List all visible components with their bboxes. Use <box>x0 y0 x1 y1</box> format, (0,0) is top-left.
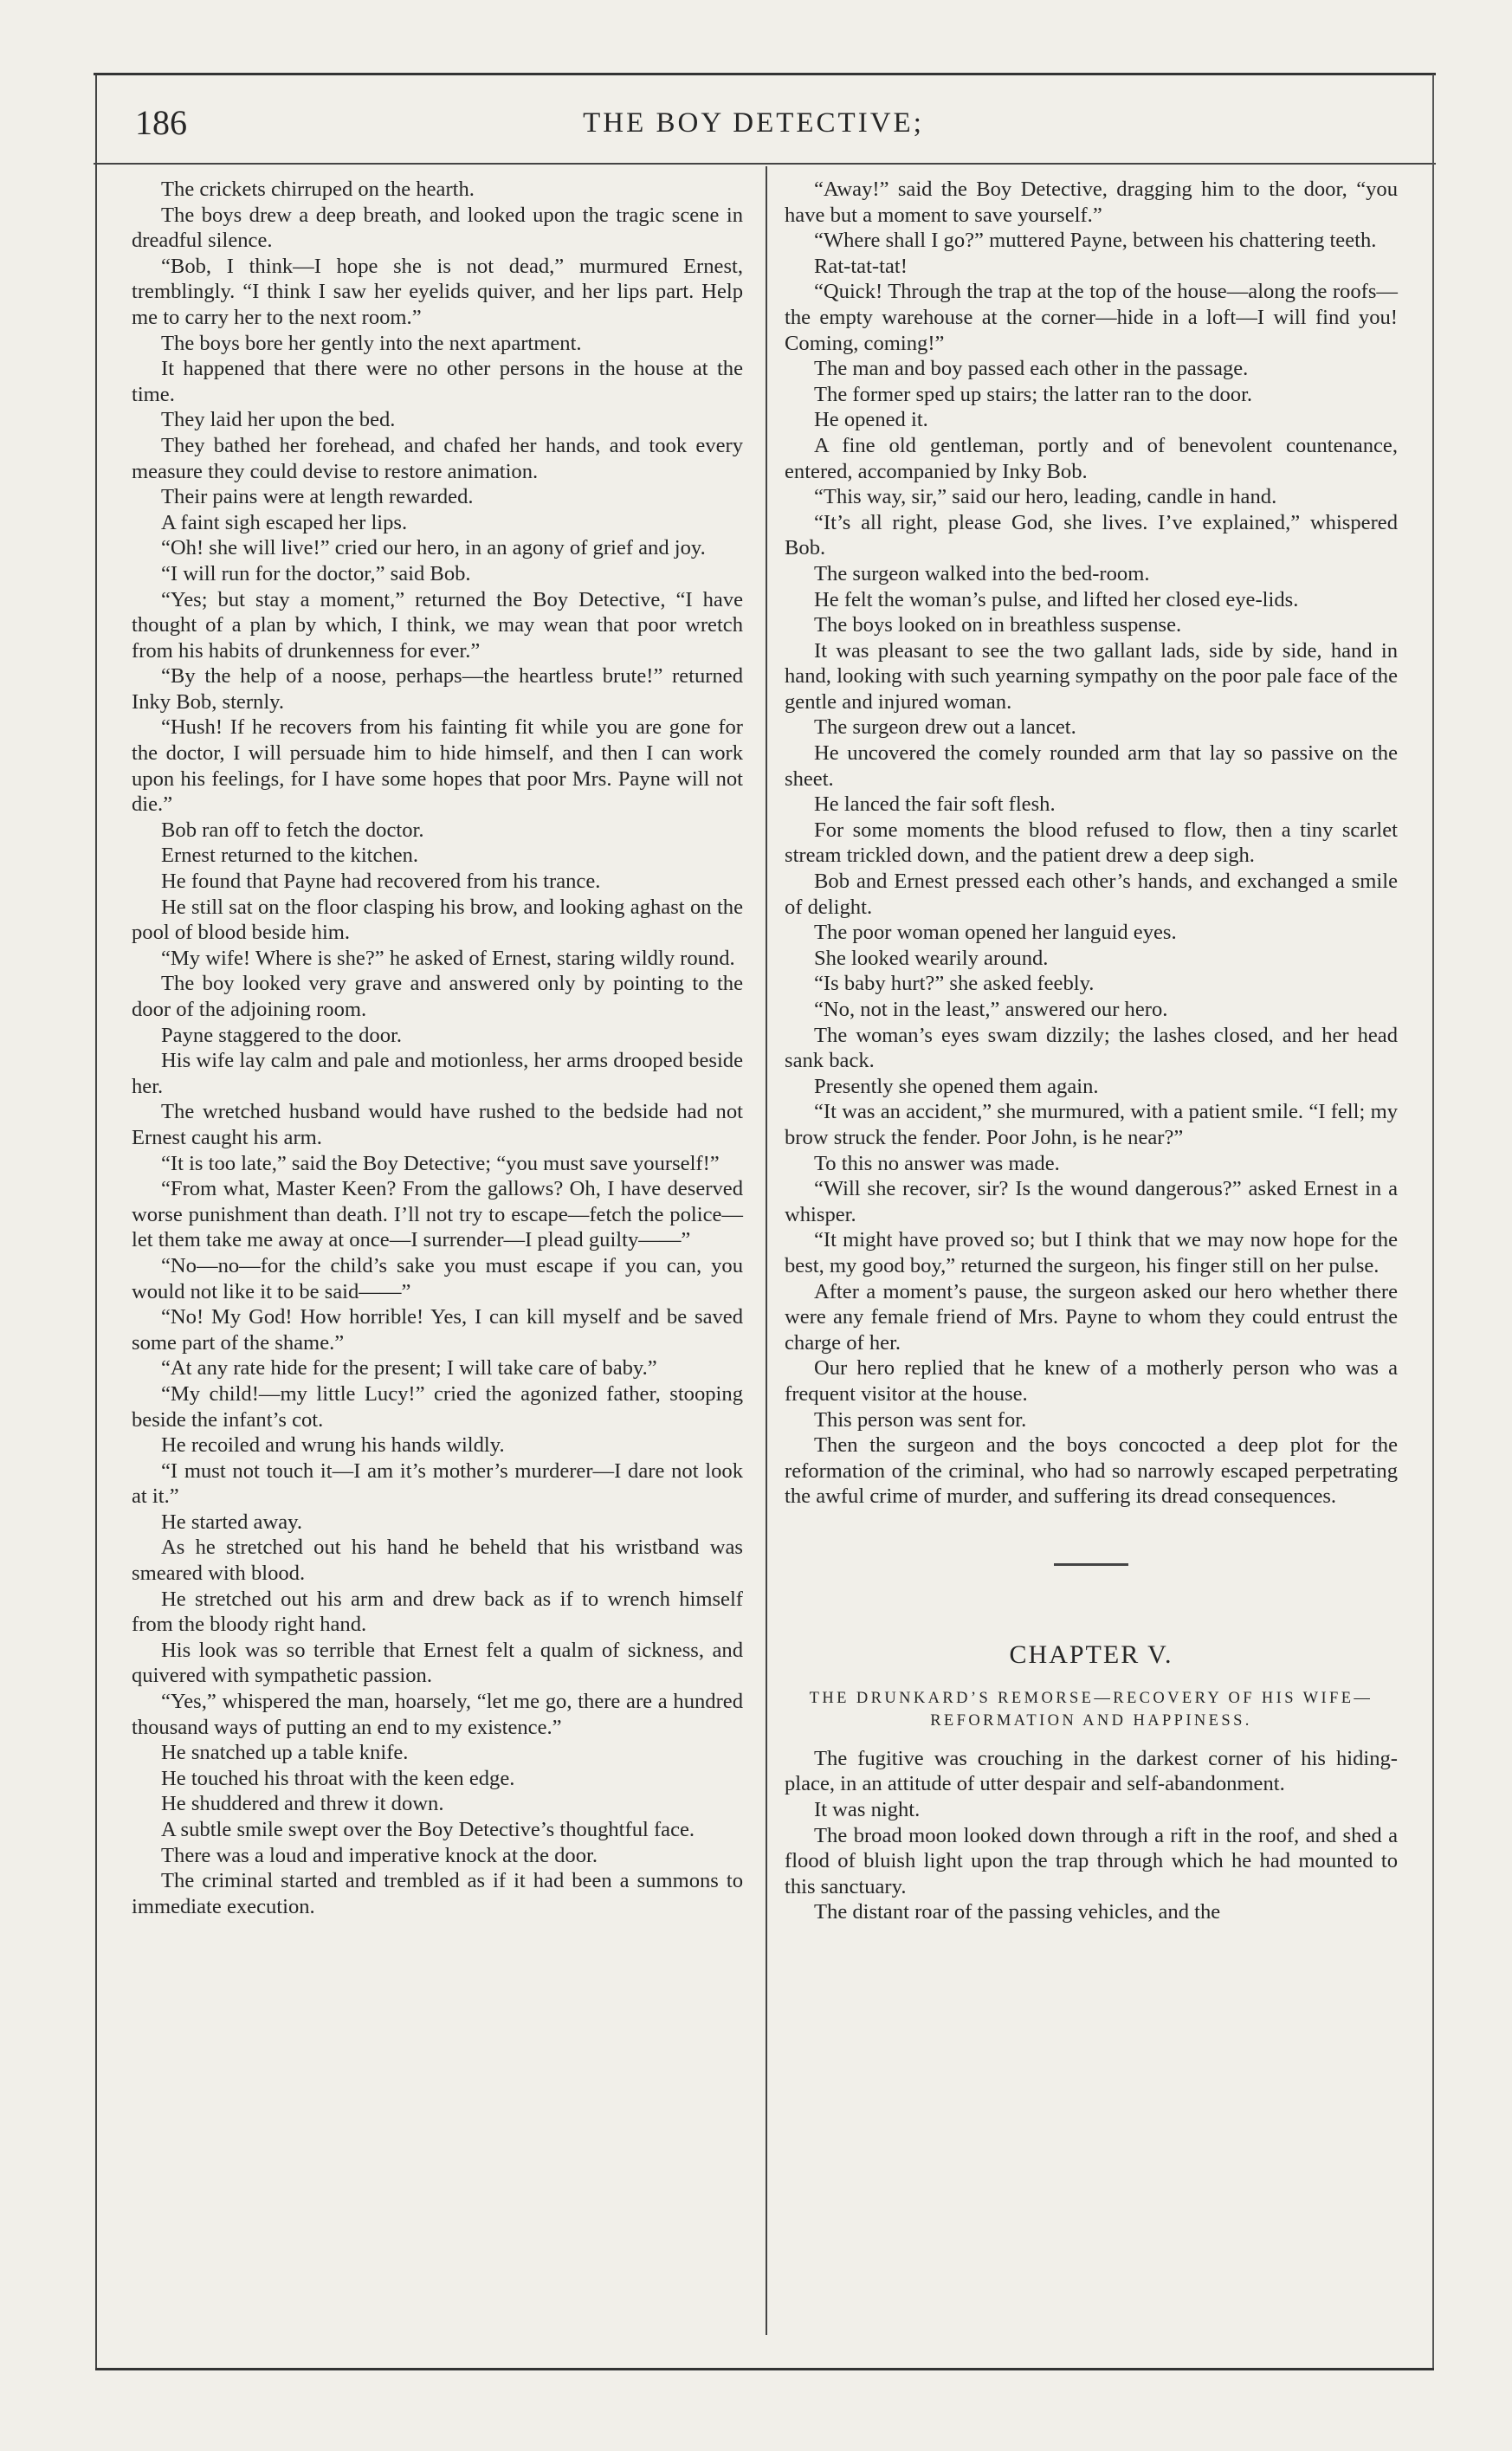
paragraph: The man and boy passed each other in the passage. <box>814 357 1249 381</box>
paragraph: A fine old gentleman, portly and of benevolent countenance, entered, accompanied by Inky Bob. <box>785 433 1398 483</box>
paragraph: They bathed her forehead, and chafed her hands, and took every measure they could devise to restore animation. <box>132 433 743 483</box>
paragraph: “It’s all right, please God, she lives. I’ve explained,” whispered Bob. <box>785 510 1398 560</box>
paragraph: The boys bore her gently into the next apartment. <box>161 331 582 355</box>
paragraph: He touched his throat with the keen edge. <box>161 1766 515 1790</box>
paragraph: The woman’s eyes swam dizzily; the lashes closed, and her head sank back. <box>785 1023 1398 1073</box>
paragraph: “Hush! If he recovers from his fainting fit while you are gone for the doctor, I will persuade him to hide himself, and then I can work upon his feelings, for I have some hopes that poor Mrs. Payne will not die.” <box>132 715 743 817</box>
paragraph: “No, not in the least,” answered our hero. <box>814 998 1168 1021</box>
paragraph: It happened that there were no other persons in the house at the time. <box>132 357 743 406</box>
paragraph: The surgeon walked into the bed-room. <box>814 561 1150 585</box>
paragraph: “Bob, I think—I hope she is not dead,” murmured Ernest, tremblingly. “I think I saw her eyelids quiver, and her lips part. Help me to carry her to the next room.” <box>132 254 743 329</box>
paragraph: He stretched out his arm and drew back as if to wrench himself from the bloody right hand. <box>132 1587 743 1637</box>
paragraph: After a moment’s pause, the surgeon asked our hero whether there were any female friend of Mrs. Payne to whom they could entrust the charge of her. <box>785 1279 1398 1355</box>
left-border <box>95 74 97 2368</box>
bottom-rule <box>95 2368 1434 2370</box>
paragraph: The criminal started and trembled as if it had been a summons to immediate execution. <box>132 1869 743 1918</box>
paragraph: To this no answer was made. <box>814 1151 1060 1175</box>
section-separator <box>1054 1563 1128 1566</box>
paragraph: His wife lay calm and pale and motionless, her arms drooped beside her. <box>132 1049 743 1098</box>
paragraph: He snatched up a table knife. <box>161 1741 409 1765</box>
paragraph: His look was so terrible that Ernest felt a qualm of sickness, and quivered with sympathetic passion. <box>132 1638 743 1688</box>
paragraph: “This way, sir,” said our hero, leading, candle in hand. <box>814 485 1277 509</box>
paragraph: As he stretched out his hand he beheld that his wristband was smeared with blood. <box>132 1536 743 1586</box>
paragraph: “Will she recover, sir? Is the wound dangerous?” asked Ernest in a whisper. <box>785 1177 1398 1226</box>
paragraph: It was night. <box>814 1798 921 1822</box>
chapter-subtitle: THE DRUNKARD’S REMORSE—RECOVERY OF HIS WIFE—REFORMATION AND HAPPINESS. <box>809 1689 1373 1730</box>
paragraph: He lanced the fair soft flesh. <box>814 792 1056 817</box>
paragraph: The crickets chirruped on the hearth. <box>161 178 475 201</box>
paragraph: “No—no—for the child’s sake you must escape if you can, you would not like it to be said——” <box>132 1253 743 1303</box>
right-column-text <box>785 177 1398 1510</box>
paragraph: “From what, Master Keen? From the gallows? Oh, I have deserved worse punishment than death. I’ll not try to escape—fetch the police—let them take me away at once—I surrender—I plead guilty——” <box>132 1177 743 1252</box>
paragraph: The poor woman opened her languid eyes. <box>814 921 1177 945</box>
paragraph: The fugitive was crouching in the darkest corner of his hiding-place, in an attitude of utter despair and self-abandonment. <box>785 1746 1398 1796</box>
paragraph: He found that Payne had recovered from his trance. <box>161 870 601 894</box>
paragraph: “It might have proved so; but I think that we may now hope for the best, my good boy,” returned the surgeon, his finger still on her pulse. <box>785 1228 1398 1277</box>
paragraph: He still sat on the floor clasping his brow, and looking aghast on the pool of blood beside him. <box>132 895 743 945</box>
page-number: 186 <box>135 103 187 142</box>
paragraph: Presently she opened them again. <box>814 1074 1099 1098</box>
paragraph: Rat-tat-tat! <box>814 254 908 278</box>
paragraph: He opened it. <box>814 408 928 432</box>
paragraph: The wretched husband would have rushed to the bedside had not Ernest caught his arm. <box>132 1100 743 1149</box>
paragraph: He felt the woman’s pulse, and lifted her closed eye-lids. <box>814 587 1299 611</box>
chapter-heading: CHAPTER V. <box>1009 1639 1173 1669</box>
paragraph: The broad moon looked down through a rift in the roof, and shed a flood of bluish light upon the trap through which he had mounted to this sanctuary. <box>785 1823 1398 1898</box>
paragraph: Payne staggered to the door. <box>161 1023 402 1047</box>
paragraph: “It was an accident,” she murmured, with a patient smile. “I fell; my brow struck the fender. Poor John, is he near?” <box>785 1100 1398 1149</box>
chapter-text <box>785 1746 1398 1925</box>
paragraph: There was a loud and imperative knock at the door. <box>161 1843 598 1867</box>
paragraph: “It is too late,” said the Boy Detective; “you must save yourself!” <box>161 1151 720 1175</box>
paragraph: It was pleasant to see the two gallant lads, side by side, hand in hand, looking with such yearning sympathy on the poor pale face of the gentle and injured woman. <box>785 638 1398 714</box>
paragraph: Our hero replied that he knew of a motherly person who was a frequent visitor at the house. <box>785 1356 1398 1406</box>
right-column <box>785 177 1398 1925</box>
paragraph: “Quick! Through the trap at the top of the house—along the roofs—the empty warehouse at the corner—hide in a loft—I will find you! Coming, coming!” <box>785 280 1398 355</box>
paragraph: “At any rate hide for the present; I will take care of baby.” <box>161 1356 657 1381</box>
paragraph: “I will run for the doctor,” said Bob. <box>161 561 471 585</box>
paragraph: Then the surgeon and the boys concocted a deep plot for the reformation of the criminal, who had so narrowly escaped perpetrating the awful crime of murder, and suffering its dread consequences. <box>785 1433 1398 1509</box>
paragraph: She looked wearily around. <box>814 946 1049 970</box>
paragraph: “Away!” said the Boy Detective, dragging him to the door, “you have but a moment to save yourself.” <box>785 178 1398 227</box>
paragraph: The surgeon drew out a lancet. <box>814 715 1076 740</box>
paragraph: He shuddered and threw it down. <box>161 1792 444 1816</box>
paragraph: The boys looked on in breathless suspense. <box>814 613 1182 637</box>
paragraph: “I must not touch it—I am it’s mother’s murderer—I dare not look at it.” <box>132 1458 743 1509</box>
paragraph: A subtle smile swept over the Boy Detective’s thoughtful face. <box>161 1818 695 1841</box>
paragraph: “Yes; but stay a moment,” returned the Boy Detective, “I have thought of a plan by which, I think, we may wean that poor wretch from his habits of drunkenness for ever.” <box>132 587 743 663</box>
paragraph: “No! My God! How horrible! Yes, I can kill myself and be saved some part of the shame.” <box>132 1305 743 1355</box>
column-divider <box>766 166 767 2335</box>
paragraph: Their pains were at length rewarded. <box>161 485 474 509</box>
paragraph: A faint sigh escaped her lips. <box>161 510 408 534</box>
paragraph: Bob and Ernest pressed each other’s hands, and exchanged a smile of delight. <box>785 870 1398 919</box>
running-title: THE BOY DETECTIVE; <box>583 107 924 139</box>
paragraph: “By the help of a noose, perhaps—the heartless brute!” returned Inky Bob, sternly. <box>132 664 743 714</box>
left-column <box>132 177 743 1919</box>
paragraph: For some moments the blood refused to flow, then a tiny scarlet stream trickled down, and the patient drew a deep sigh. <box>785 818 1398 868</box>
paragraph: They laid her upon the bed. <box>161 408 396 432</box>
right-border <box>1432 74 1434 2368</box>
header-rule <box>94 163 1436 165</box>
paragraph: This person was sent for. <box>814 1407 1027 1432</box>
paragraph: The boy looked very grave and answered only by pointing to the door of the adjoining room. <box>132 972 743 1021</box>
paragraph: “Is baby hurt?” she asked feebly. <box>814 972 1095 996</box>
paragraph: “Oh! she will live!” cried our hero, in an agony of grief and joy. <box>161 536 706 560</box>
paragraph: “Yes,” whispered the man, hoarsely, “let me go, there are a hundred thousand ways of putting an end to my existence.” <box>132 1690 743 1739</box>
paragraph: He started away. <box>161 1510 302 1534</box>
paragraph: Ernest returned to the kitchen. <box>161 844 419 868</box>
paragraph: He uncovered the comely rounded arm that lay so passive on the sheet. <box>785 741 1398 791</box>
paragraph: “My child!—my little Lucy!” cried the agonized father, stooping beside the infant’s cot. <box>132 1381 743 1432</box>
paragraph: “Where shall I go?” muttered Payne, between his chattering teeth. <box>814 229 1377 253</box>
paragraph: The boys drew a deep breath, and looked upon the tragic scene in dreadful silence. <box>132 203 743 253</box>
paragraph: He recoiled and wrung his hands wildly. <box>161 1433 505 1458</box>
paragraph: The distant roar of the passing vehicles, and the <box>814 1900 1221 1924</box>
top-rule <box>94 73 1436 75</box>
paragraph: “My wife! Where is she?” he asked of Ernest, staring wildly round. <box>161 946 735 970</box>
paragraph: Bob ran off to fetch the doctor. <box>161 818 424 842</box>
paragraph: The former sped up stairs; the latter ran to the door. <box>814 382 1253 406</box>
